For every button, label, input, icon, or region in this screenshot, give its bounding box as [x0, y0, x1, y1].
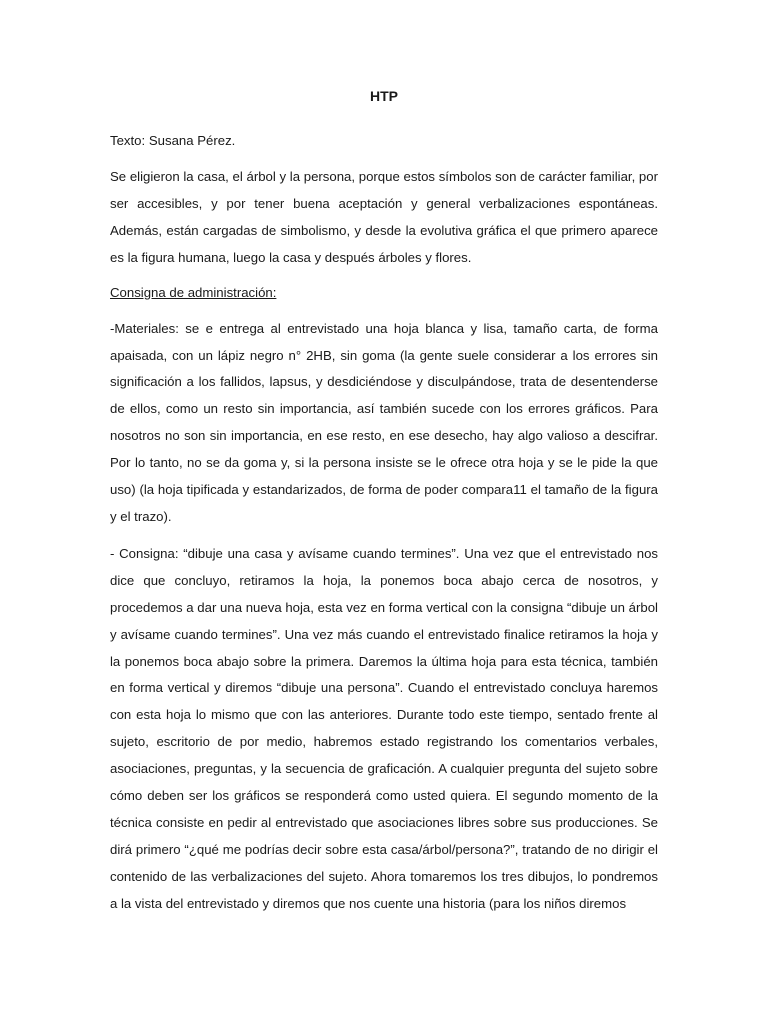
document-page: [110, 88, 658, 918]
materials-paragraph: -Materiales: se e entrega al entrevistado una hoja blanca y lisa, tamaño carta, de forma apaisada, con un lápiz negro n° 2HB, sin goma (la gente suele considerar a los errores sin significación a los fallidos, lapsus, y desdiciéndose y disculpándose, trata de desentenderse de ellos, como un resto sin importancia, así también sucede con los errores gráficos. Para nosotros no son sin importancia, en ese resto, en ese desecho, hay algo valioso a descifrar. Por lo tanto, no se da goma y, si la persona insiste se le ofrece otra hoja y se le pide la que uso) (la hoja tipificada y estandarizados, de forma de poder compara11 el tamaño de la figura y el trazo).: [110, 320, 658, 524]
intro-paragraph: Se eligieron la casa, el árbol y la persona, porque estos símbolos son de carácter familiar, por ser accesibles, y por tener buena aceptación y general verbalizaciones espontáneas. Además, están cargadas de simbolismo, y desde la evolutiva gráfica el que primero aparece es la figura humana, luego la casa y después árboles y flores.: [110, 169, 658, 265]
author-line: Texto: Susana Pérez.: [110, 133, 236, 148]
consigna-paragraph: - Consigna: “dibuje una casa y avísame cuando termines”. Una vez que el entrevistado nos dice que concluyo, retiramos la hoja, la ponemos boca abajo cerca de nosotros, y procedemos a dar una nueva hoja, esta vez en forma vertical con la consigna “dibuje un árbol y avísame cuando termines”. Una vez más cuando el entrevistado finalice retiramos la hoja y la ponemos boca abajo sobre la primera. Daremos la última hoja para esta técnica, también en forma vertical y diremos “dibuje una persona”. Cuando el entrevistado concluya haremos con esta hoja lo mismo que con las anteriores. Durante todo este tiempo, sentado frente al sujeto, escritorio de por medio, habremos estado registrando los comentarios verbales, asociaciones, preguntas, y la secuencia de graficación. A cualquier pregunta del sujeto sobre cómo deben ser los gráficos se responderá como usted quiera. El segundo momento de la técnica consiste en pedir al entrevistado que asociaciones libres sobre sus producciones. Se dirá primero “¿qué me podrías decir sobre esta casa/árbol/persona?”, tratando de no dirigir el contenido de las verbalizaciones del sujeto. Ahora tomaremos los tres dibujos, lo pondremos a la vista del entrevistado y diremos que nos cuente una historia (para los niños diremos: [110, 545, 658, 911]
document-title: HTP: [370, 88, 398, 104]
section-heading: Consigna de administración:: [110, 284, 277, 300]
